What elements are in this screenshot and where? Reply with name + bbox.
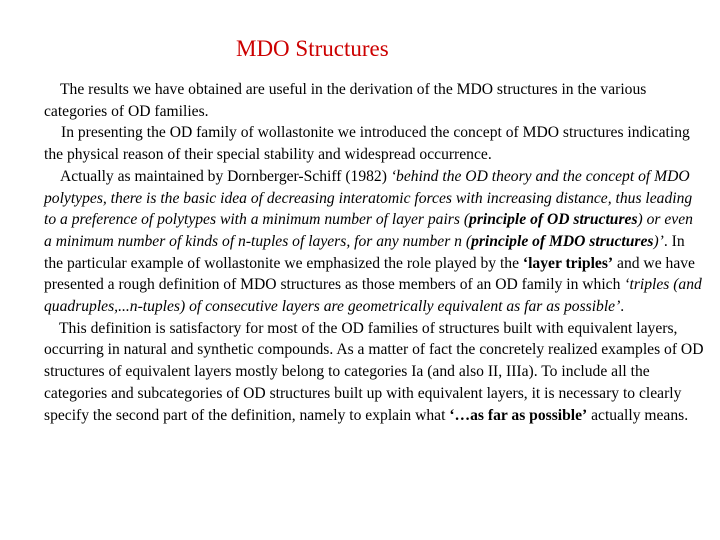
text-run: This definition is satisfactory for most of the OD families of structures built with equivalent layers, occurring in natural and synthetic compounds. As a matter of fact the concretely realized examples of OD structures of equivalent layers mostly belong to categories Ia (and also II, IIIa). To include all the categories and subcategories of OD structures built up with equivalent layers, it is necessary to clearly specify the second part of the definition, namely to explain what xyxy=(44,319,704,424)
italic-text-run: ‘behind the OD theory and the concept of MDO polytypes, there is the basic idea of decreasing interatomic forces with increasing distance, thus leading to a preference of polytypes with a minimum number of layer pairs ( xyxy=(44,167,693,229)
bold-italic-text-run: principle of MDO structures xyxy=(471,232,654,250)
text-run: actually means. xyxy=(587,406,689,424)
slide-title: MDO Structures xyxy=(236,36,389,61)
text-run: and we have presented a rough definition of MDO structures as those members of an OD family in which xyxy=(44,254,695,294)
bold-text-run: ‘layer triples’ xyxy=(522,254,614,272)
paragraph xyxy=(44,166,704,318)
text-run: In presenting the OD family of wollastonite we introduced the concept of MDO structures indicating the physical reason of their special stability and widespread occurrence. xyxy=(44,124,690,164)
text-run: . xyxy=(620,298,625,316)
italic-text-run: )’ xyxy=(653,232,664,250)
text-run: Actually as maintained by Dornberger-Schiff (1982) xyxy=(60,167,391,185)
italic-text-run: ‘triples (and quadruples,...n-tuples) of consecutive layers are geometrically equivalent as far as possible’ xyxy=(44,276,702,316)
bold-italic-text-run: principle of OD structures xyxy=(469,211,638,229)
bold-text-run: ‘…as far as possible’ xyxy=(449,406,588,424)
slide-body xyxy=(44,79,704,426)
paragraph xyxy=(44,318,704,427)
paragraph xyxy=(44,122,704,165)
text-run: The results we have obtained are useful in the derivation of the MDO structures in the various categories of OD families. xyxy=(44,81,647,120)
text-run: . In the particular example of wollastonite we emphasized the role played by the xyxy=(44,232,685,272)
paragraph xyxy=(44,79,704,122)
italic-text-run: ) or even a minimum number of kinds of n-tuples of layers, for any number n ( xyxy=(44,211,693,250)
